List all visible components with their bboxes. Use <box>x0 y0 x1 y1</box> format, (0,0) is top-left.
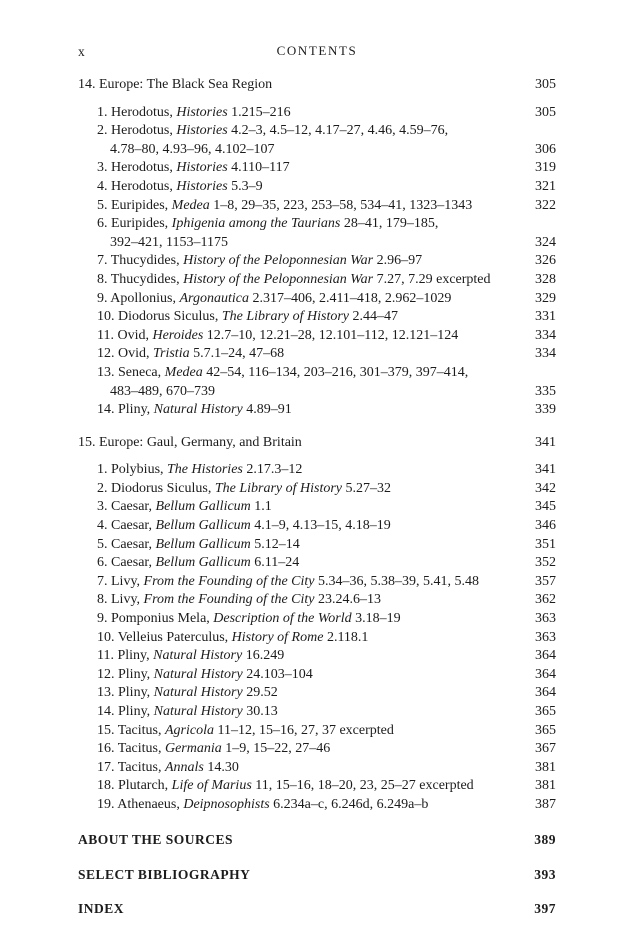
entry-work-title: History of Rome <box>231 629 324 645</box>
entry-author: Ovid, <box>118 346 150 362</box>
entry-page-number: 365 <box>535 722 556 738</box>
entry-refs: 4.110–117 <box>231 160 290 176</box>
entry-number: 4. <box>97 518 108 534</box>
entry-refs: 2.17.3–12 <box>246 462 303 478</box>
entry-refs: 4.1–9, 4.13–15, 4.18–19 <box>254 518 391 534</box>
entry-page-number: 341 <box>535 462 556 478</box>
entry-number: 11. <box>97 327 114 343</box>
entry-author: Caesar, <box>111 536 153 552</box>
toc-entry <box>78 271 556 290</box>
toc-entry <box>78 215 556 252</box>
back-matter <box>78 830 556 918</box>
entry-text <box>78 777 525 796</box>
entry-work-title: From the Founding of the City <box>143 573 315 589</box>
entry-number: 12. <box>97 346 115 362</box>
running-head <box>78 42 556 59</box>
entry-text <box>78 122 525 159</box>
toc-entry <box>78 759 556 778</box>
entry-number: 14. <box>97 704 115 719</box>
chapter-heading <box>78 434 556 453</box>
entry-line <box>97 536 525 555</box>
entry-page-number: 305 <box>535 104 556 120</box>
entry-refs: 3.18–19 <box>355 611 401 627</box>
entry-work-title: Natural History <box>153 648 243 664</box>
entry-refs-continuation: 483–489, 670–739 <box>110 383 215 399</box>
entry-line <box>97 345 525 364</box>
entry-text <box>78 759 525 778</box>
entry-line <box>97 271 525 290</box>
entry-text <box>78 573 525 592</box>
entry-number: 1. <box>97 104 108 120</box>
entry-page-number: 342 <box>535 480 556 496</box>
entry-page-number: 345 <box>535 499 556 515</box>
entry-author: Diodorus Siculus, <box>118 309 219 325</box>
toc-entry <box>78 122 556 159</box>
entry-work-title: Germania <box>164 741 222 757</box>
entry-line <box>97 122 525 141</box>
entry-refs: 2.96–97 <box>376 253 423 269</box>
entry-line <box>97 610 525 629</box>
entry-page-number: 363 <box>535 611 556 627</box>
entry-page-number: 335 <box>535 383 556 399</box>
entry-text <box>78 554 525 573</box>
entry-refs: 29.52 <box>246 685 278 701</box>
entry-author: Pliny, <box>118 704 151 719</box>
entry-page-number: 334 <box>535 327 556 343</box>
entry-number: 7. <box>97 573 108 589</box>
entry-work-title: Life of Marius <box>171 778 252 794</box>
entry-number: 19. <box>97 796 115 812</box>
entry-author: Thucydides, <box>110 253 180 269</box>
back-matter-row <box>78 865 556 884</box>
back-matter-page-number: 397 <box>534 901 556 917</box>
entry-author: Pliny, <box>118 402 151 418</box>
entry-author: Pomponius Mela, <box>111 611 210 627</box>
entry-refs: 11–12, 15–16, 27, 37 excerpted <box>217 722 394 738</box>
entry-line <box>97 684 525 703</box>
entry-author: Pliny, <box>117 648 150 664</box>
entry-refs: 16.249 <box>245 648 285 664</box>
toc-entry <box>78 252 556 271</box>
entry-work-title: Agricola <box>164 722 214 738</box>
entry-line <box>97 197 525 216</box>
entry-line <box>97 722 525 741</box>
entry-work-title: Histories <box>176 104 228 120</box>
entry-line <box>97 364 525 383</box>
toc-entry <box>78 573 556 592</box>
entry-text <box>78 364 525 401</box>
entry-work-title: Annals <box>164 759 204 775</box>
back-matter-row <box>78 830 556 849</box>
entry-page-number: 365 <box>535 704 556 719</box>
entry-refs: 5.34–36, 5.38–39, 5.41, 5.48 <box>318 573 480 589</box>
entry-line <box>97 517 525 536</box>
toc-entry <box>78 159 556 178</box>
entry-page-number: 352 <box>535 555 556 571</box>
entry-page-number: 346 <box>535 518 556 534</box>
entry-number: 11. <box>97 648 114 664</box>
entry-line <box>97 461 525 480</box>
chapter-page-number: 341 <box>535 434 556 450</box>
entry-page-number: 328 <box>535 271 556 287</box>
entry-author: Euripides, <box>111 197 169 213</box>
entry-text <box>78 536 525 555</box>
entry-line <box>97 327 525 346</box>
entry-page-number: 362 <box>535 592 556 608</box>
entry-refs: 6.234a–c, 6.246d, 6.249a–b <box>273 796 429 812</box>
entry-work-title: History of the Peloponnesian War <box>183 271 374 287</box>
entry-number: 5. <box>97 197 108 213</box>
entry-text <box>78 197 525 216</box>
entry-author: Herodotus, <box>111 123 173 139</box>
entry-text <box>78 666 525 685</box>
entry-text <box>78 345 525 364</box>
entry-number: 4. <box>97 178 108 194</box>
entry-author: Herodotus, <box>111 178 173 194</box>
entry-work-title: Argonautica <box>179 290 249 306</box>
toc-entry <box>78 647 556 666</box>
entry-text <box>78 796 525 815</box>
toc-entry <box>78 480 556 499</box>
toc-entry <box>78 722 556 741</box>
entry-author: Plutarch, <box>118 778 169 794</box>
entry-author: Caesar, <box>111 518 153 534</box>
back-matter-label: SELECT BIBLIOGRAPHY <box>78 866 251 882</box>
back-matter-page-number: 393 <box>534 866 556 882</box>
entry-line <box>97 777 525 796</box>
chapter-heading <box>78 76 556 95</box>
entry-work-title: Bellum Gallicum <box>155 518 251 534</box>
entry-author: Thucydides, <box>110 271 180 287</box>
entry-work-title: The Library of History <box>221 309 350 325</box>
entry-refs-continuation: 4.78–80, 4.93–96, 4.102–107 <box>110 141 275 157</box>
chapter-entries <box>78 461 556 814</box>
entry-page-number: 351 <box>535 536 556 552</box>
entry-work-title: Bellum Gallicum <box>155 499 251 515</box>
entry-text <box>78 722 525 741</box>
entry-line <box>97 666 525 685</box>
toc <box>78 76 556 815</box>
entry-text <box>78 629 525 648</box>
entry-refs: 6.11–24 <box>254 555 300 571</box>
entry-author: Caesar, <box>111 499 153 515</box>
entry-text <box>78 591 525 610</box>
entry-work-title: Natural History <box>153 666 243 682</box>
entry-refs: 42–54, 116–134, 203–216, 301–379, 397–414, <box>206 364 469 380</box>
toc-entry <box>78 104 556 123</box>
entry-work-title: Natural History <box>153 402 243 418</box>
entry-refs: 5.7.1–24, 47–68 <box>193 346 285 362</box>
entry-page-number: 324 <box>535 234 556 250</box>
entry-work-title: Natural History <box>153 704 243 719</box>
entry-refs: 11, 15–16, 18–20, 23, 25–27 excerpted <box>255 778 474 794</box>
entry-work-title: Tristia <box>153 346 190 362</box>
entry-refs: 1.215–216 <box>231 104 291 120</box>
entry-page-number: 321 <box>535 178 556 194</box>
toc-entry <box>78 740 556 759</box>
entry-page-number: 339 <box>535 402 556 418</box>
entry-work-title: Histories <box>176 160 228 176</box>
entry-work-title: Bellum Gallicum <box>155 536 251 552</box>
entry-number: 13. <box>97 685 115 701</box>
entry-refs: 23.24.6–13 <box>318 592 382 608</box>
entry-line <box>97 215 525 234</box>
back-matter-label: ABOUT THE SOURCES <box>78 832 234 848</box>
entry-author: Caesar, <box>111 555 153 571</box>
entry-page-number: 364 <box>535 685 556 701</box>
entry-page-number: 363 <box>535 629 556 645</box>
entry-text <box>78 271 525 290</box>
entry-line <box>97 498 525 517</box>
entry-refs: 4.2–3, 4.5–12, 4.17–27, 4.46, 4.59–76, <box>231 123 449 139</box>
entry-text <box>78 647 525 666</box>
entry-author: Livy, <box>111 592 141 608</box>
entry-text <box>78 290 525 309</box>
entry-number: 8. <box>97 271 108 287</box>
entry-line <box>97 159 525 178</box>
entry-number: 3. <box>97 499 108 515</box>
entry-work-title: Bellum Gallicum <box>155 555 251 571</box>
entry-refs: 30.13 <box>246 704 278 719</box>
toc-entry <box>78 777 556 796</box>
entry-work-title: Natural History <box>153 685 243 701</box>
toc-entry <box>78 554 556 573</box>
entry-page-number: 367 <box>535 741 556 757</box>
entry-work-title: Description of the World <box>213 611 352 627</box>
entry-refs: 5.12–14 <box>254 536 300 552</box>
toc-entry <box>78 327 556 346</box>
entry-line <box>97 573 525 592</box>
entry-work-title: Deipnosophists <box>183 796 270 812</box>
entry-line <box>97 401 525 420</box>
entry-refs: 14.30 <box>207 759 239 775</box>
entry-number: 8. <box>97 592 108 608</box>
entry-number: 5. <box>97 536 108 552</box>
entry-author: Polybius, <box>111 462 164 478</box>
chapter-section <box>78 434 556 815</box>
entry-work-title: Histories <box>176 178 228 194</box>
entry-text <box>78 480 525 499</box>
entry-page-number: 319 <box>535 160 556 176</box>
entry-work-title: Histories <box>176 123 228 139</box>
entry-page-number: 364 <box>535 666 556 682</box>
entry-refs: 4.89–91 <box>246 402 292 418</box>
back-matter-page-number: 389 <box>534 832 556 848</box>
entry-page-number: 334 <box>535 346 556 362</box>
toc-entry <box>78 290 556 309</box>
entry-page-number: 357 <box>535 573 556 589</box>
entry-refs: 2.118.1 <box>326 629 369 645</box>
entry-text <box>78 401 525 420</box>
entry-author: Euripides, <box>111 216 169 232</box>
entry-refs: 7.27, 7.29 excerpted <box>376 271 491 287</box>
entry-refs-continuation: 392–421, 1153–1175 <box>110 234 228 250</box>
entry-refs: 1–9, 15–22, 27–46 <box>225 741 331 757</box>
entry-line <box>97 290 525 309</box>
entry-line <box>97 703 525 722</box>
entry-refs: 28–41, 179–185, <box>343 216 439 232</box>
toc-entry <box>78 308 556 327</box>
entry-number: 2. <box>97 480 108 496</box>
toc-entry <box>78 498 556 517</box>
entry-refs: 5.27–32 <box>345 480 392 496</box>
entry-line <box>97 554 525 573</box>
entry-work-title: Medea <box>164 364 203 380</box>
entry-number: 14. <box>97 402 115 418</box>
entry-line <box>97 308 525 327</box>
entry-number: 9. <box>97 290 108 306</box>
entry-page-number: 381 <box>535 759 556 775</box>
entry-work-title: History of the Peloponnesian War <box>183 253 374 269</box>
entry-text <box>78 684 525 703</box>
entry-author: Herodotus, <box>111 160 173 176</box>
entry-refs: 1–8, 29–35, 223, 253–58, 534–41, 1323–1343 <box>213 197 473 213</box>
toc-entry <box>78 629 556 648</box>
entry-line <box>97 629 525 648</box>
entry-number: 18. <box>97 778 115 794</box>
entry-number: 6. <box>97 216 108 232</box>
toc-entry <box>78 517 556 536</box>
toc-entry <box>78 461 556 480</box>
entry-number: 10. <box>97 309 115 325</box>
entry-author: Livy, <box>111 573 141 589</box>
entry-page-number: 364 <box>535 648 556 664</box>
back-matter-row <box>78 899 556 918</box>
toc-entry <box>78 197 556 216</box>
entry-author: Ovid, <box>117 327 149 343</box>
entry-text <box>78 252 525 271</box>
entry-line <box>97 647 525 666</box>
entry-page-number: 387 <box>535 796 556 812</box>
entry-work-title: From the Founding of the City <box>143 592 315 608</box>
entry-refs: 2.317–406, 2.411–418, 2.962–1029 <box>252 290 452 306</box>
entry-text <box>78 461 525 480</box>
entry-refs: 5.3–9 <box>231 178 263 194</box>
entry-line <box>97 796 525 815</box>
entry-author: Seneca, <box>118 364 162 380</box>
entry-author: Velleius Paterculus, <box>117 629 229 645</box>
toc-entry <box>78 610 556 629</box>
entry-refs: 1.1 <box>254 499 272 515</box>
entry-line <box>97 252 525 271</box>
entry-number: 6. <box>97 555 108 571</box>
entry-author: Apollonius, <box>110 290 176 306</box>
entry-text <box>78 610 525 629</box>
toc-entry <box>78 345 556 364</box>
entry-text <box>78 740 525 759</box>
entry-line <box>97 591 525 610</box>
toc-entry <box>78 178 556 197</box>
entry-number: 10. <box>97 629 115 645</box>
entry-line <box>97 178 525 197</box>
entry-author: Tacitus, <box>117 759 162 775</box>
chapter-title: 15. Europe: Gaul, Germany, and Britain <box>78 434 302 450</box>
entry-author: Tacitus, <box>117 741 162 757</box>
entry-page-number: 381 <box>535 778 556 794</box>
toc-entry <box>78 401 556 420</box>
entry-author: Pliny, <box>118 666 151 682</box>
entry-text <box>78 159 525 178</box>
entry-work-title: Heroides <box>152 327 204 343</box>
chapter-section <box>78 76 556 420</box>
toc-entry <box>78 796 556 815</box>
entry-work-title: The Histories <box>167 462 243 478</box>
toc-entry <box>78 536 556 555</box>
entry-page-number: 306 <box>535 141 556 157</box>
toc-entry <box>78 591 556 610</box>
toc-entry <box>78 703 556 722</box>
entry-refs: 24.103–104 <box>246 666 313 682</box>
entry-text <box>78 104 525 123</box>
entry-author: Athenaeus, <box>117 796 180 812</box>
toc-entry <box>78 364 556 401</box>
entry-number: 13. <box>97 364 115 380</box>
entry-number: 16. <box>97 741 115 757</box>
chapter-page-number: 305 <box>535 77 556 92</box>
entry-work-title: The Library of History <box>214 480 343 496</box>
entry-page-number: 331 <box>535 309 556 325</box>
running-title: CONTENTS <box>276 43 358 58</box>
entry-author: Diodorus Siculus, <box>111 480 212 496</box>
toc-entry <box>78 684 556 703</box>
entry-author: Herodotus, <box>111 104 173 120</box>
entry-number: 15. <box>97 722 115 738</box>
entry-line <box>97 480 525 499</box>
entry-text <box>78 703 525 722</box>
entry-page-number: 329 <box>535 290 556 306</box>
entry-refs: 2.44–47 <box>352 309 399 325</box>
entry-line <box>97 740 525 759</box>
entry-page-number: 326 <box>535 253 556 269</box>
back-matter-label: INDEX <box>78 901 125 917</box>
entry-line <box>97 104 525 123</box>
entry-author: Tacitus, <box>117 722 162 738</box>
entry-number: 9. <box>97 611 108 627</box>
entry-page-number: 322 <box>535 197 556 213</box>
chapter-entries <box>78 104 556 420</box>
entry-text <box>78 327 525 346</box>
entry-text <box>78 215 525 252</box>
folio-page-number: x <box>78 44 85 59</box>
entry-number: 7. <box>97 253 108 269</box>
entry-text <box>78 178 525 197</box>
entry-number: 1. <box>97 462 108 478</box>
toc-entry <box>78 666 556 685</box>
entry-number: 17. <box>97 759 115 775</box>
entry-number: 3. <box>97 160 108 176</box>
entry-text <box>78 517 525 536</box>
entry-line <box>97 759 525 778</box>
entry-author: Pliny, <box>118 685 151 701</box>
entry-work-title: Medea <box>171 197 210 213</box>
entry-text <box>78 308 525 327</box>
entry-number: 12. <box>97 666 115 682</box>
entry-work-title: Iphigenia among the Taurians <box>171 216 341 232</box>
entry-number: 2. <box>97 123 108 139</box>
entry-refs: 12.7–10, 12.21–28, 12.101–112, 12.121–124 <box>206 327 459 343</box>
entry-text <box>78 498 525 517</box>
chapter-title: 14. Europe: The Black Sea Region <box>78 77 273 92</box>
